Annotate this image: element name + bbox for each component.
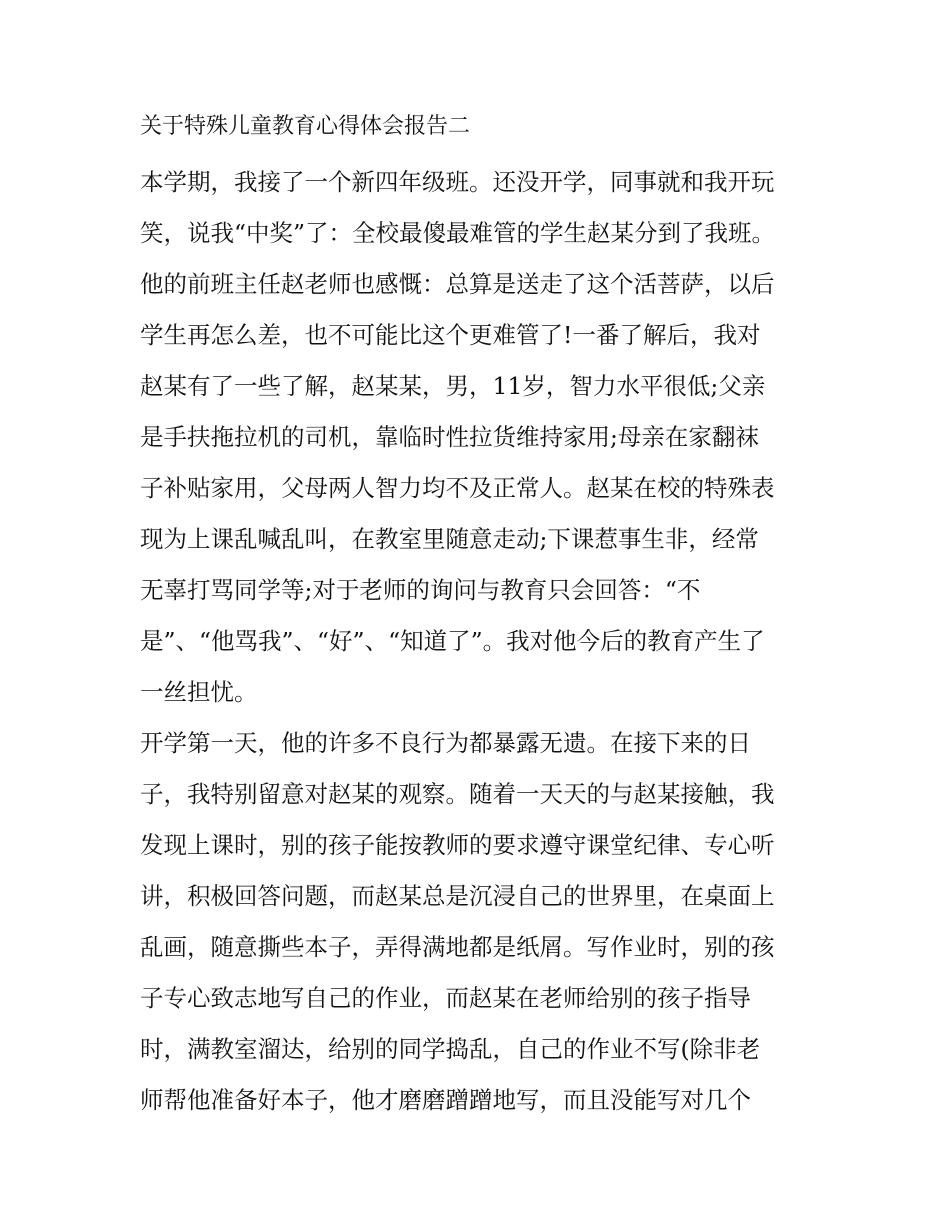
text-line: 发现上课时，别的孩子能按教师的要求遵守课堂纪律、专心听 — [140, 831, 775, 859]
text-line: 时，满教室溜达，给别的同学捣乱，自己的作业不写(除非老 — [140, 1035, 761, 1063]
text-line: 现为上课乱喊乱叫，在教室里随意走动;下课惹事生非，经常 — [140, 525, 759, 553]
document-title: 关于特殊儿童教育心得体会报告二 — [140, 114, 471, 139]
text-line: 学生再怎么差，也不可能比这个更难管了!一番了解后，我对 — [140, 321, 761, 349]
text-line: 子补贴家用，父母两人智力均不及正常人。赵某在校的特殊表 — [140, 474, 775, 502]
text-line: 开学第一天，他的许多不良行为都暴露无遗。在接下来的日 — [140, 729, 751, 757]
text-line: 本学期，我接了一个新四年级班。还没开学，同事就和我开玩 — [140, 168, 775, 196]
text-line: 一丝担忧。 — [140, 678, 258, 706]
text-line: 子专心致志地写自己的作业，而赵某在老师给别的孩子指导 — [140, 984, 751, 1012]
text-line: 他的前班主任赵老师也感慨：总算是送走了这个活菩萨，以后 — [140, 270, 775, 298]
text-line: 子，我特别留意对赵某的观察。随着一天天的与赵某接触，我 — [140, 780, 775, 808]
text-line: 笑，说我“中奖”了：全校最傻最难管的学生赵某分到了我班。 — [140, 219, 776, 247]
text-line: 讲，积极回答问题，而赵某总是沉浸自己的世界里，在桌面上 — [140, 882, 775, 910]
text-line: 乱画，随意撕些本子，弄得满地都是纸屑。写作业时，别的孩 — [140, 933, 775, 961]
text-line: 赵某有了一些了解，赵某某，男，11岁，智力水平很低;父亲 — [140, 372, 766, 400]
text-line: 是手扶拖拉机的司机，靠临时性拉货维持家用;母亲在家翻袜 — [140, 423, 759, 451]
text-line: 是”、“他骂我”、“好”、“知道了”。我对他今后的教育产生了 — [140, 627, 765, 655]
text-line: 师帮他准备好本子，他才磨磨蹭蹭地写，而且没能写对几个 — [140, 1086, 751, 1114]
text-line: 无辜打骂同学等;对于老师的询问与教育只会回答：“不 — [140, 576, 701, 604]
